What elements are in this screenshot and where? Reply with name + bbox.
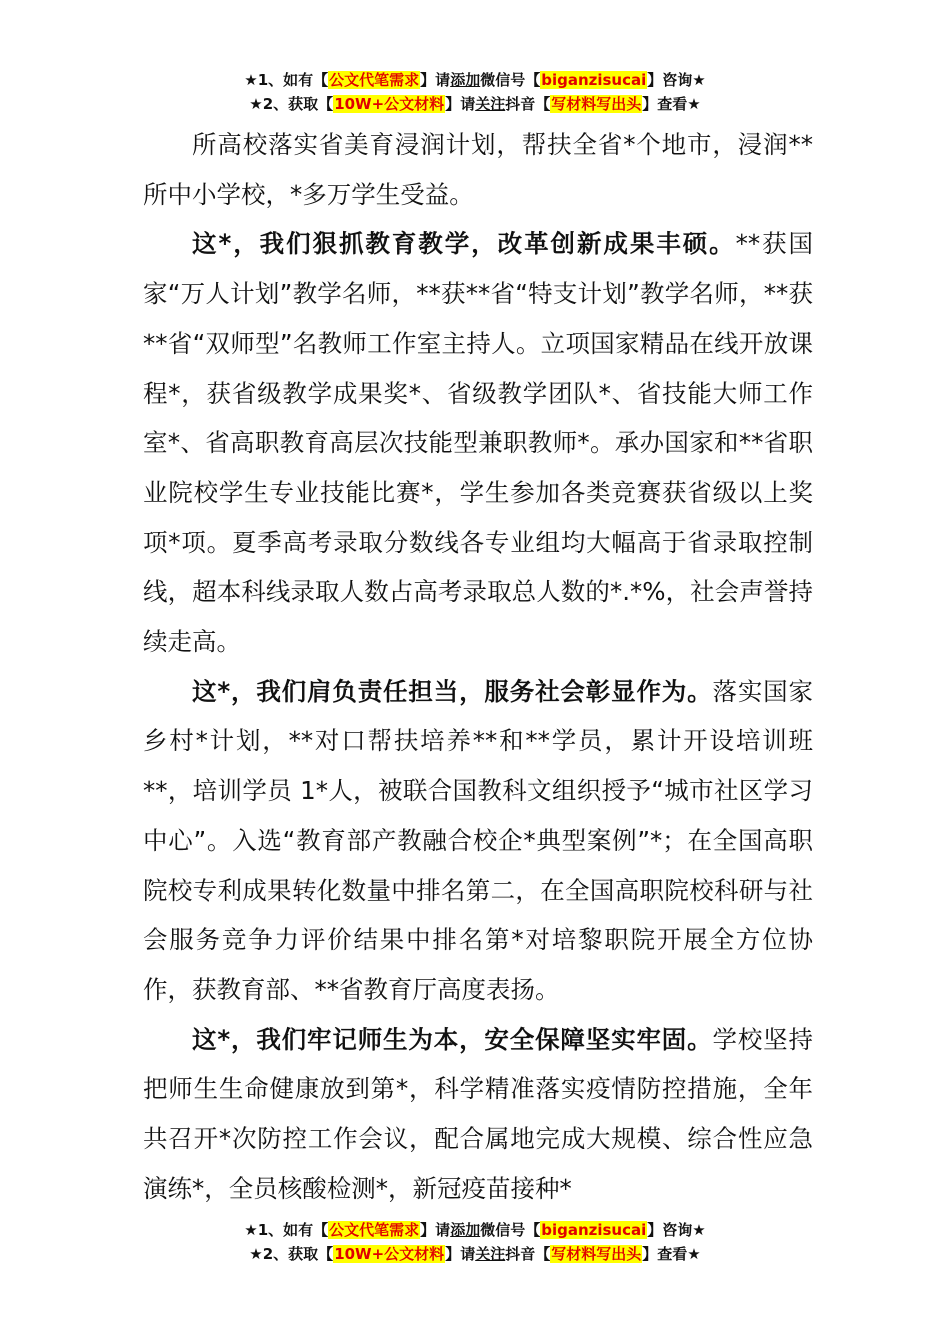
banner-text: ★2、获取【 [249,95,334,113]
banner-text: 抖音【 [505,95,551,113]
banner-text: 】咨询★ [647,1221,706,1239]
banner-line-2 [0,92,950,116]
banner-highlight: 10W+公文材料 [334,95,445,113]
banner-text: ★1、如有【 [244,1221,329,1239]
paragraph-body: 落实国家乡村*计划，**对口帮扶培养**和**学员，累计开设培训班**，培训学员 1*人，被联合国教科文组织授予“城市社区学习中心”。入选“教育部产教融合校企*典型案例”*；在全国高职院校专利成果转化数量中排名第二，在全国高职院校科研与社会服务竞争力评价结果中排名第*对培黎职院开展全方位协作，获教育部、**省教育厅高度表扬。 [143,676,814,1004]
banner-highlight: 公文代笔需求 [329,71,420,89]
banner-text: 】请 [420,1221,451,1239]
paragraph [143,667,813,1015]
banner-line-2 [0,1242,950,1266]
document-body [143,120,813,1213]
banner-underlined-text: 关注 [475,95,506,113]
header-banner [0,68,950,116]
banner-highlight: 写材料写出头 [551,95,642,113]
banner-text: ★1、如有【 [244,71,329,89]
banner-line-1 [0,1218,950,1242]
banner-line-1 [0,68,950,92]
banner-text: 】请 [420,71,451,89]
banner-highlight: biganzisucai [541,1221,647,1239]
banner-text: 】查看★ [642,1245,701,1263]
banner-highlight: 公文代笔需求 [329,1221,420,1239]
banner-text: 抖音【 [505,1245,551,1263]
banner-text: 微信号【 [480,1221,541,1239]
banner-underlined-text: 添加 [450,1221,481,1239]
banner-underlined-text: 关注 [475,1245,506,1263]
banner-highlight: 写材料写出头 [551,1245,642,1263]
banner-underlined-text: 添加 [450,71,481,89]
banner-text: 】咨询★ [647,71,706,89]
paragraph-lead: 这*，我们狠抓教育教学，改革创新成果丰硕。 [192,229,736,259]
paragraph [143,219,813,666]
banner-highlight: biganzisucai [541,71,647,89]
paragraph-lead: 这*，我们肩负责任担当，服务社会彰显作为。 [192,676,713,706]
banner-highlight: 10W+公文材料 [334,1245,445,1263]
paragraph [143,1015,813,1214]
paragraph-body: 学校坚持把师生生命健康放到第*，科学精准落实疫情防控措施，全年共召开*次防控工作会议，配合属地完成大规模、综合性应急演练*，全员核酸检测*，新冠疫苗接种* [143,1024,814,1203]
banner-text: 微信号【 [480,71,541,89]
paragraph: 所高校落实省美育浸润计划，帮扶全省*个地市，浸润**所中小学校，*多万学生受益。 [143,130,813,209]
banner-text: 】查看★ [642,95,701,113]
banner-text: 】请 [445,95,476,113]
banner-text: 】请 [445,1245,476,1263]
paragraph-body: **获国家“万人计划”教学名师，**获**省“特支计划”教学名师，**获**省“双师型”名教师工作室主持人。立项国家精品在线开放课程*，获省级教学成果奖*、省级教学团队*、省技能大师工作室*、省高职教育高层次技能型兼职教师*。承办国家和**省职业院校学生专业技能比赛*，学生参加各类竞赛获省级以上奖项*项。夏季高考录取分数线各专业组均大幅高于省录取控制线，超本科线录取人数占高考录取总人数的*.*%，社会声誉持续走高。 [143,229,814,657]
footer-banner [0,1218,950,1266]
banner-text: ★2、获取【 [249,1245,334,1263]
paragraph-lead: 这*，我们牢记师生为本，安全保障坚实牢固。 [192,1024,713,1054]
